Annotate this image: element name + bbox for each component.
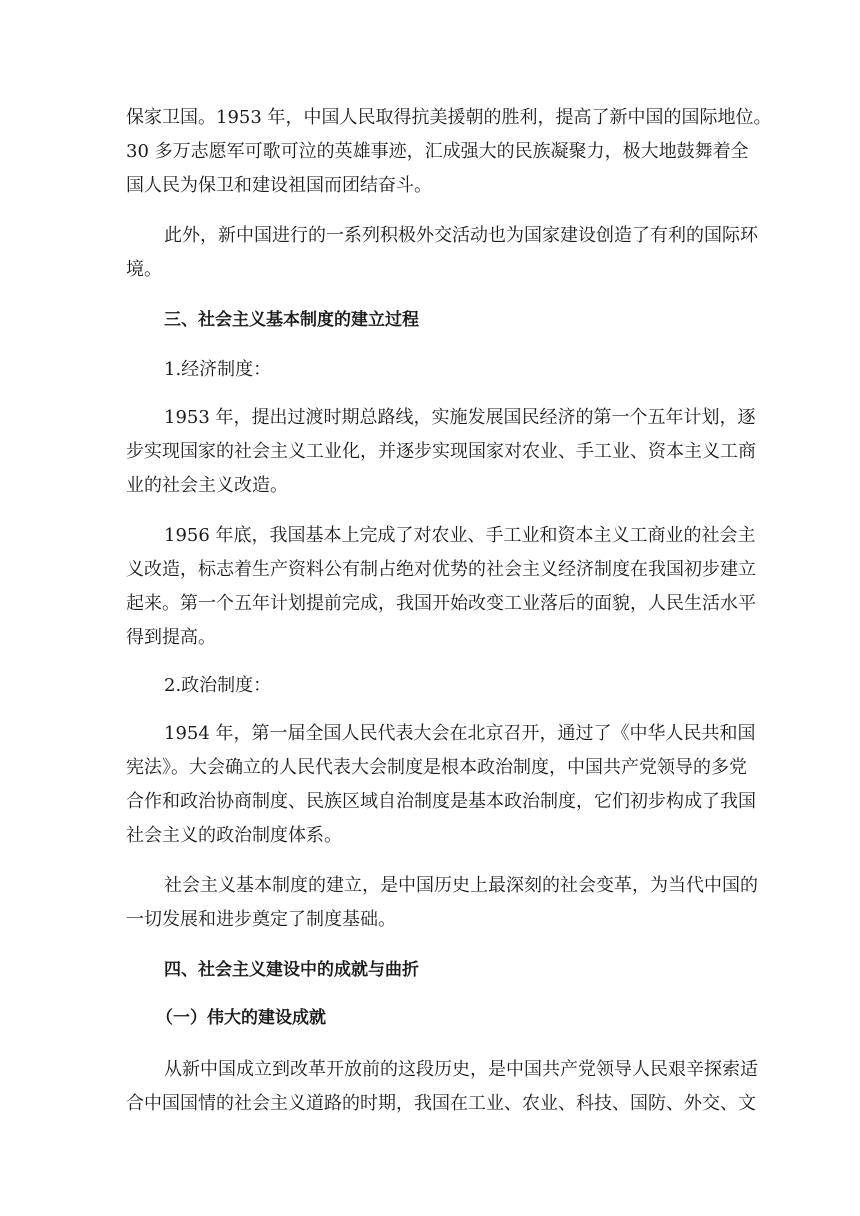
text-line: 得到提高。 (126, 627, 216, 648)
paragraph-1954-npc (126, 717, 756, 853)
text-line: 境。 (126, 259, 162, 280)
text-line: 1.经济制度： (164, 359, 272, 380)
text-line: 30 多万志愿军可歌可泣的英雄事迹，汇成强大的民族凝聚力，极大地鼓舞着全 (126, 141, 749, 162)
text-line: 2.政治制度： (164, 675, 272, 696)
subheading-political-system (126, 669, 736, 703)
text-line: 1953 年，提出过渡时期总路线，实施发展国民经济的第一个五年计划，逐 (164, 407, 756, 428)
text-line: 义改造，标志着生产资料公有制占绝对优势的社会主义经济制度在我国初步建立 (126, 559, 756, 580)
text-line: 宪法》。大会确立的人民代表大会制度是根本政治制度，中国共产党领导的多党 (126, 757, 747, 778)
text-line: 此外，新中国进行的一系列积极外交活动也为国家建设创造了有利的国际环 (164, 225, 758, 246)
paragraph-resist-us-aid-korea (126, 101, 772, 203)
text-line: 国人民为保卫和建设祖国而团结奋斗。 (126, 175, 432, 196)
text-line: 一切发展和进步奠定了制度基础。 (126, 909, 396, 930)
paragraph-1956-transformation (126, 519, 756, 655)
paragraph-1953-general-line (126, 401, 756, 503)
text-line: 从新中国成立到改革开放前的这段历史，是中国共产党领导人民艰辛探索适 (164, 1059, 758, 1080)
paragraph-diplomacy (126, 219, 758, 287)
paragraph-exploration-period (126, 1053, 758, 1121)
heading-text: 四、社会主义建设中的成就与曲折 (164, 960, 419, 980)
text-line: 社会主义的政治制度体系。 (126, 825, 342, 846)
heading-text: （一）伟大的建设成就 (156, 1008, 326, 1028)
text-line: 业的社会主义改造。 (126, 475, 288, 496)
section-heading-4 (126, 953, 736, 987)
paragraph-socialist-system-significance (126, 869, 758, 937)
text-line: 1954 年，第一届全国人民代表大会在北京召开，通过了《中华人民共和国 (164, 723, 756, 744)
text-line: 合中国国情的社会主义道路的时期，我国在工业、农业、科技、国防、外交、文 (126, 1093, 756, 1114)
text-line: 起来。第一个五年计划提前完成，我国开始改变工业落后的面貌，人民生活水平 (126, 593, 756, 614)
text-line: 合作和政治协商制度、民族区域自治制度是基本政治制度，它们初步构成了我国 (126, 791, 756, 812)
heading-text: 三、社会主义基本制度的建立过程 (164, 310, 419, 330)
text-line: 社会主义基本制度的建立，是中国历史上最深刻的社会变革，为当代中国的 (164, 875, 758, 896)
subheading-economic-system (126, 353, 736, 387)
text-line: 保家卫国。1953 年，中国人民取得抗美援朝的胜利，提高了新中国的国际地位。 (126, 107, 772, 128)
text-line: 步实现国家的社会主义工业化，并逐步实现国家对农业、手工业、资本主义工商 (126, 441, 756, 462)
subsection-heading-achievements (126, 1001, 736, 1035)
section-heading-3 (126, 303, 736, 337)
text-line: 1956 年底，我国基本上完成了对农业、手工业和资本主义工商业的社会主 (164, 525, 756, 546)
